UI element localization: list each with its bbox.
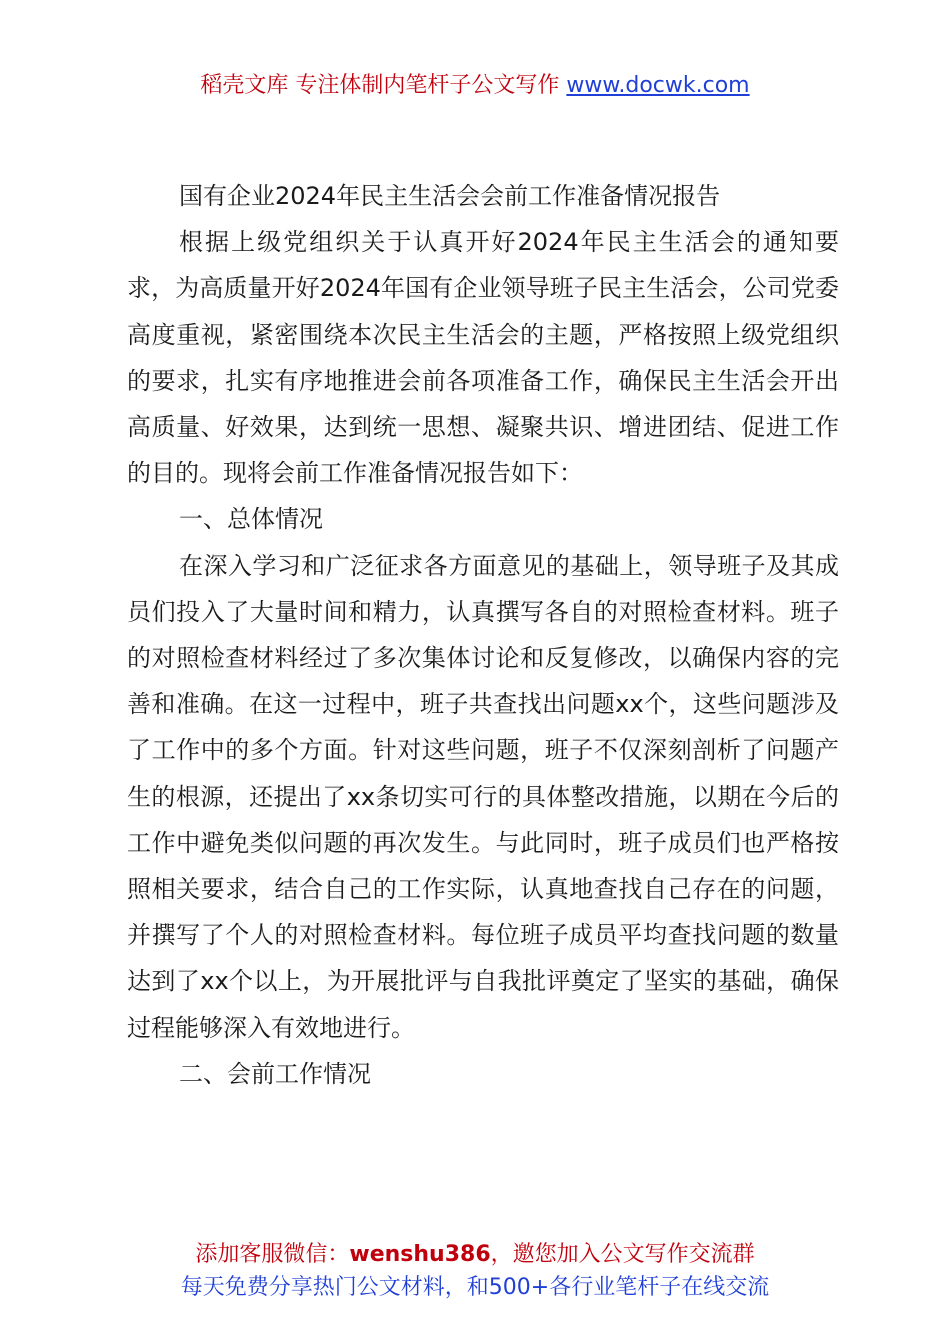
footer-suffix: ，邀您加入公文写作交流群 (490, 1242, 755, 1267)
page-header (0, 68, 950, 99)
header-site-text: 稻壳文库 专注体制内笔杆子公文写作 (200, 73, 567, 98)
section1-paragraph: 在深入学习和广泛征求各方面意见的基础上，领导班子及其成员们投入了大量时间和精力，认真撰写各自的对照检查材料。班子的对照检查材料经过了多次集体讨论和反复修改，以确保内容的完善和准确。在这一过程中，班子共查找出问题xx个，这些问题涉及了工作中的多个方面。针对这些问题，班子不仅深刻剖析了问题产生的根源，还提出了xx条切实可行的具体整改措施，以期在今后的工作中避免类似问题的再次发生。与此同时，班子成员们也严格按照相关要求，结合自己的工作实际，认真地查找自己存在的问题，并撰写了个人的对照检查材料。每位班子成员平均查找问题的数量达到了xx个以上，为开展批评与自我批评奠定了坚实的基础，确保过程能够深入有效地进行。 (127, 551, 839, 1042)
header-url-link[interactable]: www.docwk.com (566, 73, 750, 98)
wechat-id: wenshu386 (349, 1242, 491, 1267)
document-body (127, 173, 839, 1097)
intro-paragraph: 根据上级党组织关于认真开好2024年民主生活会的通知要求，为高质量开好2024年国有企业领导班子民主生活会，公司党委高度重视，紧密围绕本次民主生活会的主题，严格按照上级党组织的要求，扎实有序地推进会前各项准备工作，确保民主生活会开出高质量、好效果，达到统一思想、凝聚共识、增进团结、促进工作的目的。现将会前工作准备情况报告如下： (127, 228, 839, 488)
page-footer (0, 1238, 950, 1304)
footer-prefix: 添加客服微信： (195, 1242, 350, 1267)
section2-heading: 二、会前工作情况 (179, 1059, 371, 1088)
section1-heading: 一、总体情况 (179, 505, 323, 534)
footer-line-2: 每天免费分享热门公文材料，和500+各行业笔杆子在线交流 (180, 1275, 770, 1300)
document-title: 国有企业2024年民主生活会会前工作准备情况报告 (179, 182, 721, 210)
footer-line-1 (0, 1238, 950, 1271)
